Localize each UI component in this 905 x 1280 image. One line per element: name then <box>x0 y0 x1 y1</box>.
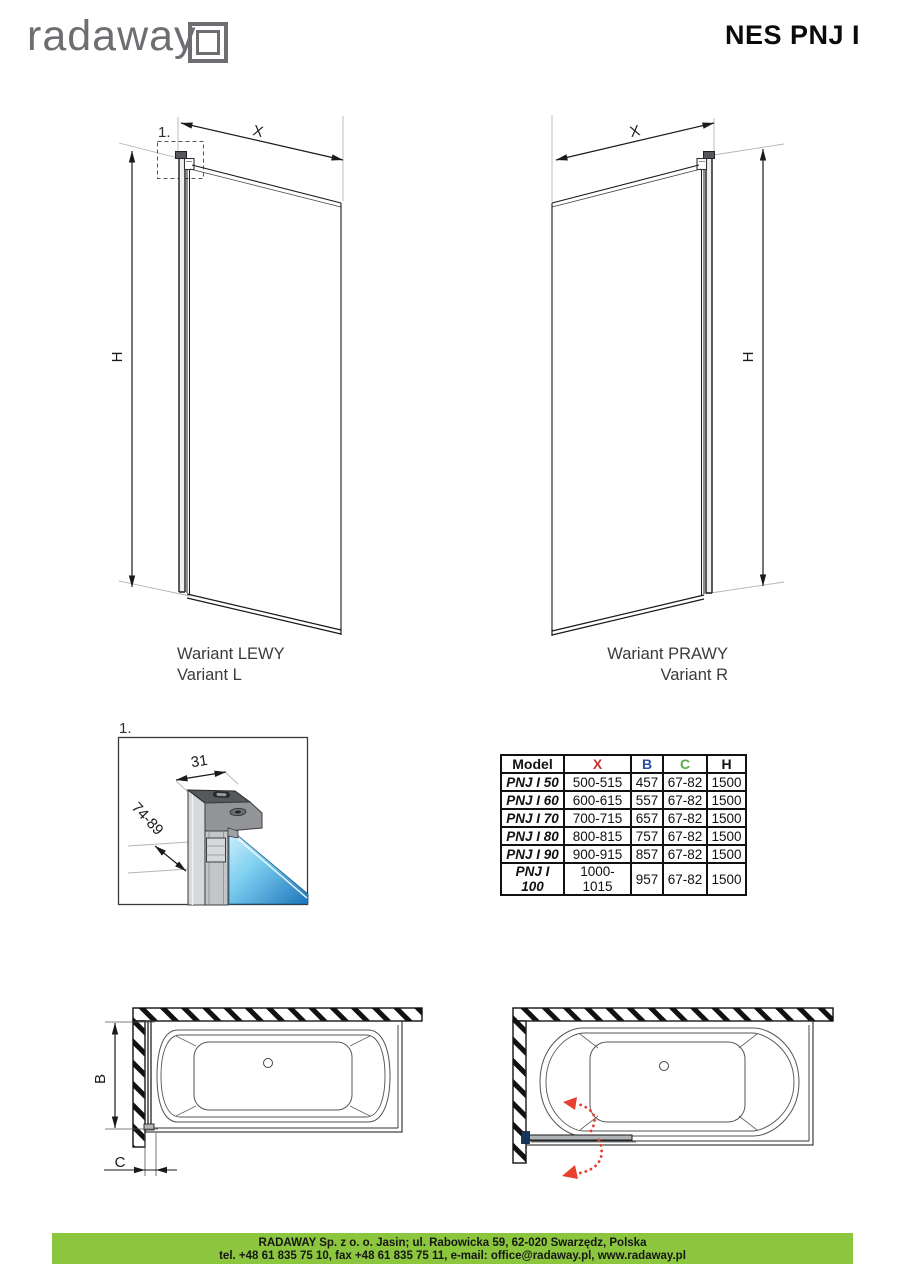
spec-cell-h: 1500 <box>707 773 746 791</box>
caption-variant-left <box>177 644 285 685</box>
spec-cell-model: PNJ I 80 <box>501 827 564 845</box>
dim-H-label: H <box>109 351 126 363</box>
spec-cell-x: 500-515 <box>564 773 631 791</box>
variant-right-drawing <box>552 115 784 636</box>
spec-row <box>501 863 746 895</box>
dim-depth-label: 74-89 <box>127 799 167 839</box>
spec-cell-x: 800-815 <box>564 827 631 845</box>
spec-cell-model: PNJ I 50 <box>501 773 564 791</box>
caption-variant-right-pl: Wariant PRAWY <box>607 645 728 663</box>
spec-cell-model: PNJ I 70 <box>501 809 564 827</box>
wall-profile <box>697 152 715 594</box>
spec-cell-model: PNJ I 90 <box>501 845 564 863</box>
detail-ref-label: 1. <box>158 124 171 141</box>
glass-panel <box>187 165 341 635</box>
footer-contact: tel. +48 61 835 75 10, fax +48 61 835 75 11, e-mail: office@radaway.pl, www.radaway.pl <box>219 1250 686 1262</box>
dim-width-label: 31 <box>189 751 209 772</box>
guide-lines <box>119 116 343 596</box>
plan-view-left <box>92 1008 422 1176</box>
wall-bracket <box>522 1132 530 1144</box>
spec-cell-b: 757 <box>631 827 663 845</box>
plan-view-right <box>513 1008 833 1179</box>
spec-cell-model: PNJ I 60 <box>501 791 564 809</box>
spec-cell-x: 1000-1015 <box>564 863 631 895</box>
spec-col-x: X <box>564 755 631 773</box>
spec-cell-h: 1500 <box>707 863 746 895</box>
footer-address: RADAWAY Sp. z o. o. Jasin; ul. Rabowicka 59, 62-020 Swarzędz, Polska <box>258 1237 647 1249</box>
glass-panel <box>552 165 704 636</box>
spec-col-c: C <box>663 755 707 773</box>
spec-cell-model: PNJ I 100 <box>501 863 564 895</box>
swing-arrowhead-down <box>562 1165 578 1179</box>
radaway-logo-text: radaway <box>27 12 197 60</box>
bathtub <box>145 1021 402 1132</box>
spec-cell-c: 67-82 <box>663 863 707 895</box>
caption-variant-left-pl: Wariant LEWY <box>177 645 285 663</box>
spec-cell-h: 1500 <box>707 791 746 809</box>
swing-arrowhead-up <box>563 1097 577 1110</box>
drain <box>660 1062 669 1071</box>
spec-cell-x: 700-715 <box>564 809 631 827</box>
spec-cell-b: 557 <box>631 791 663 809</box>
wall-top <box>513 1008 833 1021</box>
spec-cell-x: 600-615 <box>564 791 631 809</box>
detail-drawing <box>119 720 309 905</box>
spec-header-row <box>501 755 746 773</box>
spec-cell-c: 67-82 <box>663 791 707 809</box>
spec-cell-b: 457 <box>631 773 663 791</box>
spec-cell-c: 67-82 <box>663 773 707 791</box>
spec-col-model: Model <box>501 755 564 773</box>
dim-H-label: H <box>740 351 757 363</box>
detail-label: 1. <box>119 720 132 737</box>
spec-cell-x: 900-915 <box>564 845 631 863</box>
spec-row <box>501 827 746 845</box>
spec-cell-b: 957 <box>631 863 663 895</box>
spec-cell-c: 67-82 <box>663 845 707 863</box>
spec-row <box>501 791 746 809</box>
caption-variant-right <box>540 644 728 685</box>
drain <box>264 1059 273 1068</box>
dim-X-label: X <box>628 122 642 142</box>
spec-cell-h: 1500 <box>707 845 746 863</box>
caption-variant-left-en: Variant L <box>177 665 242 684</box>
spec-cell-b: 857 <box>631 845 663 863</box>
glass-screen-open <box>522 1132 637 1144</box>
spec-row <box>501 845 746 863</box>
dim-X-label: X <box>251 122 265 142</box>
caption-variant-right-en: Variant R <box>660 665 728 684</box>
page-title: NES PNJ I <box>724 20 860 50</box>
spec-cell-c: 67-82 <box>663 809 707 827</box>
footer-bar <box>52 1233 853 1264</box>
bathtub <box>526 1021 813 1145</box>
wall-left <box>133 1021 145 1147</box>
spec-table <box>500 754 747 896</box>
variant-left-drawing <box>109 116 343 635</box>
spec-row <box>501 809 746 827</box>
spec-row <box>501 773 746 791</box>
spec-col-b: B <box>631 755 663 773</box>
spec-col-h: H <box>707 755 746 773</box>
wall-top <box>133 1008 422 1021</box>
spec-cell-h: 1500 <box>707 827 746 845</box>
spec-cell-b: 657 <box>631 809 663 827</box>
spec-cell-c: 67-82 <box>663 827 707 845</box>
dim-C-label: C <box>114 1154 126 1171</box>
wall-profile <box>176 152 195 593</box>
dim-B-label: B <box>92 1073 109 1085</box>
spec-cell-h: 1500 <box>707 809 746 827</box>
